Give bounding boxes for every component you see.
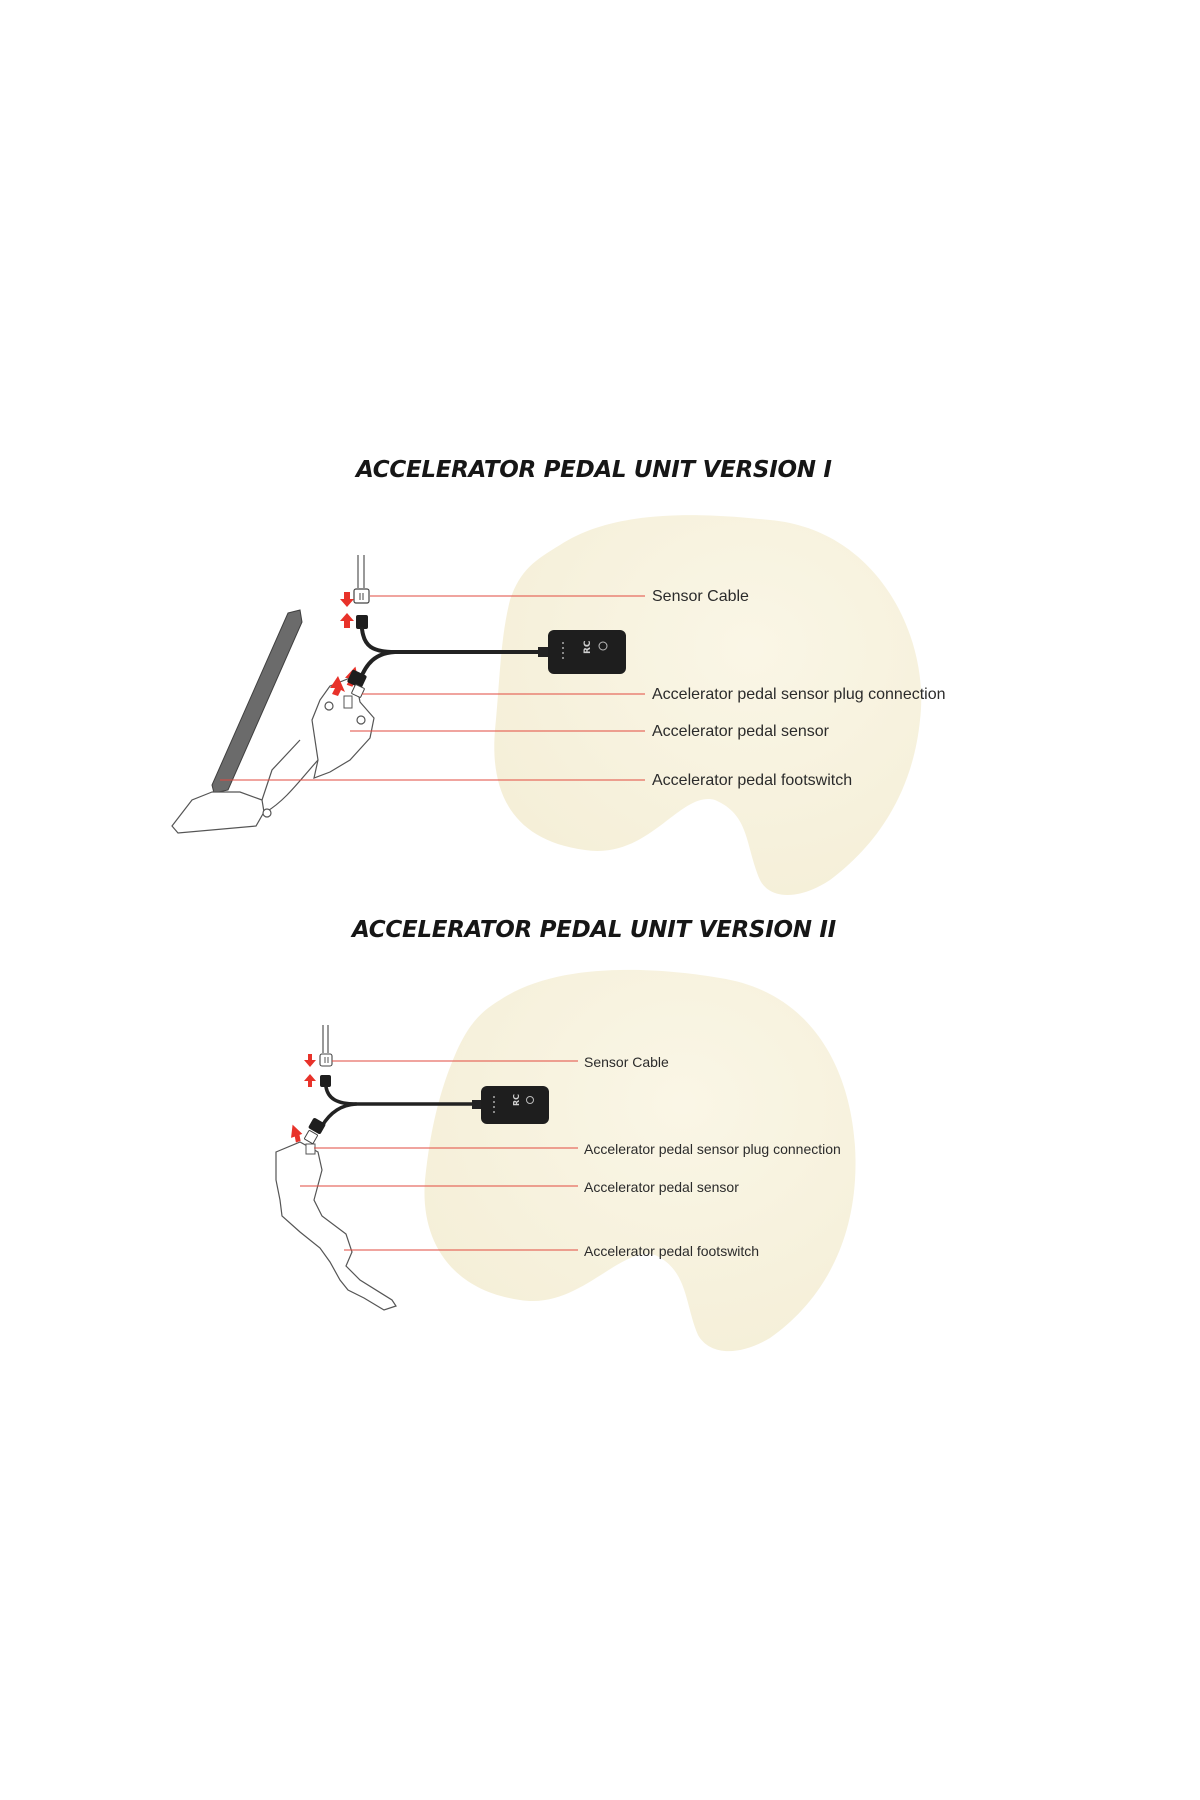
background-blob — [424, 970, 855, 1351]
label-footswitch: Accelerator pedal footswitch — [584, 1243, 760, 1259]
connector-icon — [320, 1075, 331, 1087]
tuning-box-icon — [472, 1086, 549, 1124]
label-pedal-sensor: Accelerator pedal sensor — [584, 1179, 739, 1195]
sensor-socket — [344, 696, 352, 708]
background-blob — [494, 515, 921, 895]
sensor-cable-top — [354, 555, 369, 603]
pedal-housing-outline — [312, 676, 374, 778]
pedal-arm-outline — [172, 792, 264, 833]
diagram-version-1 — [172, 515, 921, 895]
label-sensor-cable: Sensor Cable — [584, 1054, 669, 1070]
label-footswitch: Accelerator pedal footswitch — [652, 772, 853, 789]
connector-icon — [356, 615, 368, 629]
arrow-up-icon — [304, 1074, 316, 1087]
pivot-point — [357, 716, 365, 724]
pedal-linkage — [262, 740, 318, 812]
svg-text:RC: RC — [583, 640, 593, 654]
connector-icon — [354, 589, 369, 603]
label-pedal-sensor: Accelerator pedal sensor — [652, 723, 829, 740]
diagram-1-title: ACCELERATOR PEDAL UNIT VERSION I — [356, 457, 832, 483]
arrow-down-icon — [340, 592, 354, 607]
diagram-2-title: ACCELERATOR PEDAL UNIT VERSION II — [352, 917, 836, 943]
pedal-assembly — [276, 1142, 396, 1310]
label-sensor-cable: Sensor Cable — [652, 588, 749, 605]
tuning-box-icon — [538, 630, 626, 674]
label-plug-connection: Accelerator pedal sensor plug connection — [652, 686, 946, 703]
label-plug-connection: Accelerator pedal sensor plug connection — [584, 1141, 841, 1157]
arrow-up-icon — [340, 613, 354, 628]
pedal-body-outline — [276, 1142, 396, 1310]
diagram-version-2 — [276, 970, 856, 1351]
sensor-socket — [306, 1144, 315, 1154]
pivot-point — [325, 702, 333, 710]
pedal-face — [212, 610, 302, 793]
connector-icon — [320, 1054, 332, 1066]
sensor-cable-top — [320, 1025, 332, 1066]
arrow-down-icon — [304, 1054, 316, 1067]
arrow-up-icon — [287, 1123, 304, 1144]
pivot-point — [263, 809, 271, 817]
pedal-assembly — [172, 610, 374, 833]
svg-text:RC: RC — [512, 1093, 521, 1106]
